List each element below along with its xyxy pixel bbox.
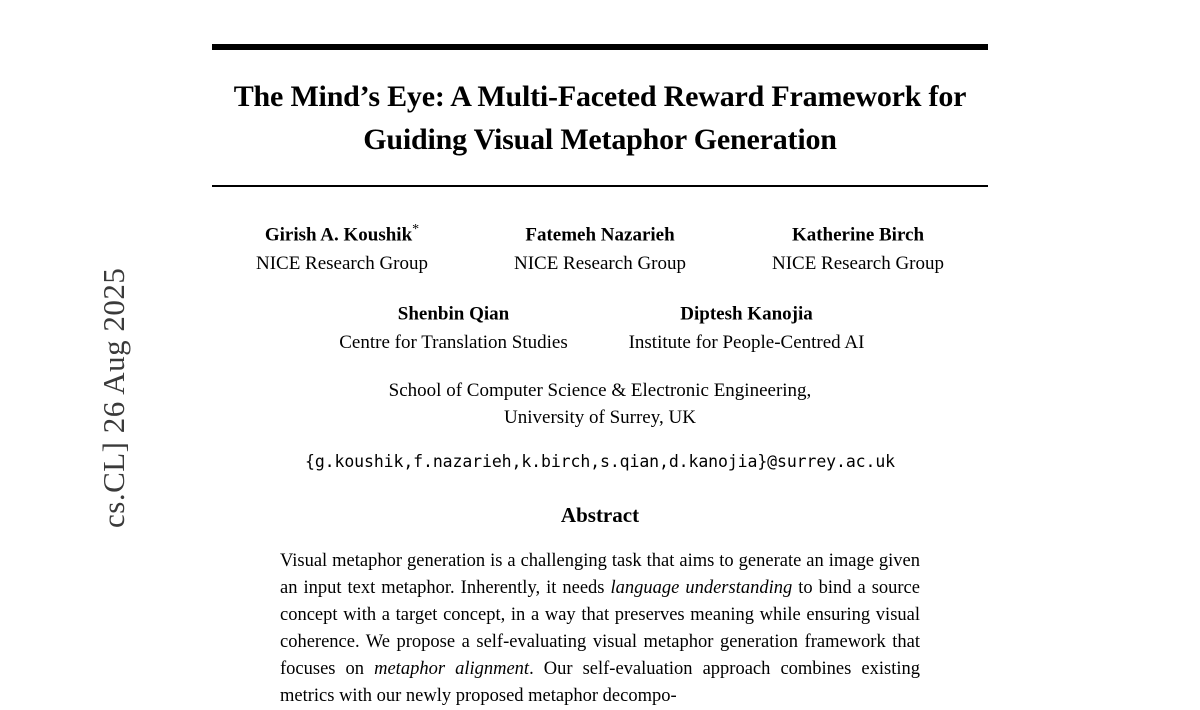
author-name [614,300,879,327]
abstract-emphasis: metaphor alignment [374,659,530,680]
author-name-text: Diptesh Kanojia [680,303,813,325]
author-name-text: Fatemeh Nazarieh [525,224,675,246]
author-name-text: Shenbin Qian [397,303,510,325]
author-name-text: Katherine Birch [791,224,925,246]
page-title: The Mind’s Eye: A Multi-Faceted Reward Framework for Guiding Visual Metaphor Generation [233,80,967,156]
school-address [212,378,988,432]
school-line-1: School of Computer Science & Electronic Engineering, [388,380,812,402]
author-row-1 [212,221,988,278]
author-name [227,221,457,248]
contact-emails: {g.koushik,f.nazarieh,k.birch,s.qian,d.kanojia}@surrey.ac.uk [304,452,896,472]
top-rule-thick [212,44,988,50]
author-block [600,300,893,357]
paper-page [212,0,988,707]
abstract-body [280,548,920,710]
author-name [485,221,715,248]
abstract-text: Visual metaphor generation is a challenging task that aims to generate an image given an input text metaphor. Inherently, it needs [280,551,920,599]
author-name [743,221,973,248]
author-footnote-marker: * [412,222,420,238]
author-affiliation: Institute for People-Centred AI [628,331,865,353]
abstract-emphasis: language understanding [610,578,793,599]
author-affiliation: NICE Research Group [255,253,428,275]
abstract-text: . Our self-evaluation approach combines existing metrics with our newly proposed metaphor decompo- [280,659,920,707]
school-line-2: University of Surrey, UK [504,407,696,429]
author-name [321,300,586,327]
title-rule-thin [212,185,988,187]
author-block [307,300,600,357]
arxiv-vertical-stamp: cs.CL] 26 Aug 2025 [96,267,131,528]
abstract-text: to bind a source concept with a target concept, in a way that preserves meaning while ensuring visual coherence. We propose a self-evaluating visual metaphor generation framework that focuses on [280,578,920,680]
abstract-heading: Abstract [560,503,640,528]
author-block [471,221,729,278]
author-affiliation: NICE Research Group [513,253,686,275]
author-affiliation: NICE Research Group [771,253,944,275]
author-affiliation: Centre for Translation Studies [339,331,568,353]
author-block [213,221,471,278]
author-row-2 [212,300,988,357]
author-name-text: Girish A. Koushik [264,224,413,246]
author-block [729,221,987,278]
